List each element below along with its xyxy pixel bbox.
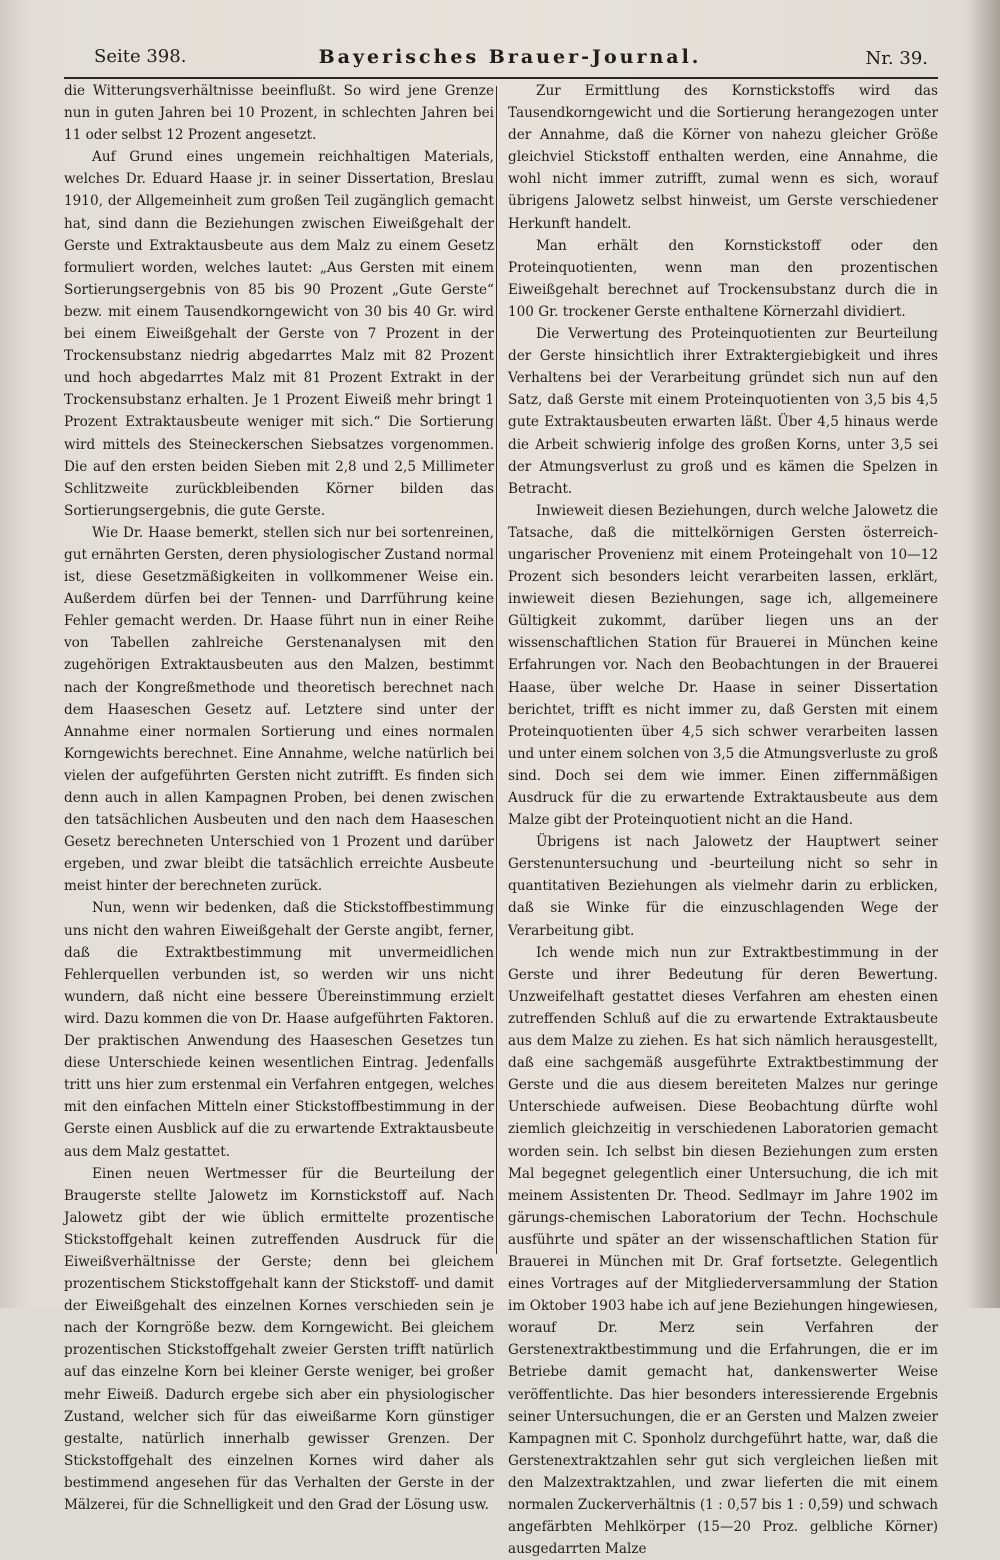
column-divider — [496, 86, 497, 1254]
journal-title: Bayerisches Brauer-Journal. — [318, 46, 702, 68]
paragraph: Inwieweit diesen Beziehungen, durch welche Jalowetz die Tatsache, daß die mittelkörnigen Gersten österreich-ungarischer Provenienz mit einem Proteingehalt von 10—12 Prozent sich besonders leicht verarbeiten lassen, erklärt, inwieweit diesen Beziehungen, sage ich, allgemeinere Gültigkeit zukommt, darüber liegen uns an der wissenschaftlichen Station für Brauerei in München keine Erfahrungen vor. Nach den Beobachtungen in der Brauerei Haase, über welche Dr. Haase in seiner Dissertation berichtet, trifft es nicht immer zu, daß Gersten mit einem Proteinquotienten über 4,5 sich schwer verarbeiten lassen und unter einem solchen von 3,5 die Atmungsverluste zu groß sind. Doch sei dem wie immer. Einen ziffernmäßigen Ausdruck für die zu erwartende Extraktausbeute aus dem Malze gibt der Proteinquotient nicht an die Hand. — [508, 502, 939, 829]
paragraph: Wie Dr. Haase bemerkt, stellen sich nur bei sortenreinen, gut ernährten Gersten, deren physiologischer Zustand normal ist, diese Gesetzmäßigkeiten in vollkommener Weise ein. Außerdem dürfen bei der Tennen- und Darrführung keine Fehler gemacht werden. Dr. Haase führt nun in einer Reihe von Tabellen zahlreiche Gerstenanalysen mit den zugehörigen Extraktausbeuten aus den Malzen, bestimmt nach der Kongreßmethode und theoretisch berechnet nach dem Haaseschen Gesetz auf. Letztere sind unter der Annahme einer normalen Sortierung und eines normalen Korngewichts berechnet. Eine Annahme, welche natürlich bei vielen der aufgeführten Gersten nicht zutrifft. Es finden sich denn auch in allen Kampagnen Proben, bei denen zwischen den tatsächlichen Ausbeuten und den nach dem Haaseschen Gesetz berechneten Unterschied von 1 Prozent und darüber ergeben, und zwar bleibt die tatsächlich erreichte Ausbeute meist hinter der berechneten zurück. — [64, 524, 494, 895]
left-column — [64, 80, 494, 1513]
paragraph: Übrigens ist nach Jalowetz der Hauptwert seiner Gerstenuntersuchung und -beurteilung nicht so sehr in quantitativen Beziehungen als vielmehr darin zu erblicken, daß sie Winke für die einzuschlagenden Wege der Verarbeitung gibt. — [508, 834, 938, 939]
page-header — [86, 46, 934, 74]
page-edge-shadow — [968, 0, 1000, 1308]
paragraph: Die Verwertung des Proteinquotienten zur Beurteilung der Gerste hinsichtlich ihrer Extraktergiebigkeit und ihres Verhaltens bei der Verarbeitung gründet sich nun auf den Satz, daß Gerste mit einem Proteinquotienten von 3,5 bis 4,5 gute Extraktausbeuten erwarten läßt. Über 4,5 hinaus werde die Arbeit schwierig infolge des großen Korns, unter 3,5 sei der Atmungsverlust zu groß und es kämen die Spelzen in Betracht. — [508, 326, 938, 497]
page-number: Seite 398. — [94, 46, 187, 67]
right-column — [508, 80, 939, 1558]
paragraph: Auf Grund eines ungemein reichhaltigen Materials, welches Dr. Eduard Haase jr. in seiner Dissertation, Breslau 1910, der Allgemeinheit zum großen Teil zugänglich gemacht hat, sind dann die Beziehungen zwischen Eiweißgehalt der Gerste und Extraktausbeute aus dem Malz zu einem Gesetz formuliert worden, welches lautet: „Aus Gersten mit einem Sortierungsergebnis von 85 bis 90 Prozent „Gute Gerste“ bezw. mit einem Tausendkorngewicht von 30 bis 40 Gr. wird bei einem Eiweißgehalt der Gerste von 7 Prozent in der Trockensubstanz niedrig abgedarrtes Malz mit 82 Prozent und hoch abgedarrtes Malz mit 81 Prozent Extrakt in der Trockensubstanz erhalten. Je 1 Prozent Eiweiß mehr bringt 1 Prozent Extraktausbeute weniger mit sich.“ Die Sortierung wird mittels des Steineckerschen Siebsatzes vorgenommen. Die auf den ersten beiden Sieben mit 2,8 und 2,5 Millimeter Schlitzweite zurückbleibenden Körner bilden das Sortierungsergebnis, die gute Gerste. — [64, 149, 494, 519]
paragraph: die Witterungsverhältnisse beeinflußt. So wird jene Grenze nun in guten Jahren bei 10 Prozent, in schlechten Jahren bei 11 oder selbst 12 Prozent angesetzt. — [64, 83, 494, 144]
header-rule — [64, 77, 938, 79]
paragraph: Man erhält den Kornstickstoff oder den Proteinquotienten, wenn man den prozentischen Eiweißgehalt berechnet auf Trockensubstanz durch die in 100 Gr. trockener Gerste enthaltene Körnerzahl dividiert. — [508, 237, 938, 320]
paragraph: Einen neuen Wertmesser für die Beurteilung der Braugerste stellte Jalowetz im Kornstickstoff auf. Nach Jalowetz gibt der wie üblich ermittelte prozentische Stickstoffgehalt keinen zutreffenden Ausdruck für die Eiweißverhältnisse der Gerste; denn bei gleichem prozentischem Stickstoffgehalt kann der Stickstoff- und damit der Eiweißgehalt des einzelnen Kornes verschieden sein je nach der Korngröße bezw. dem Korngewicht. Bei gleichem prozentischen Stickstoffgehalt zweier Gersten trifft natürlich auf das einzelne Korn bei kleiner Gerste weniger, bei großer mehr Eiweiß. Dadurch ergebe sich aber ein physiologischer Zustand, welcher sich für das eiweißarme Korn günstiger gestalte, natürlich innerhalb gewisser Grenzen. Der Stickstoffgehalt des einzelnen Kornes wird daher als bestimmend angesehen für das Verhalten der Gerste in der Mälzerei, für die Schnelligkeit und den Grad der Lösung usw. — [64, 1165, 494, 1513]
paragraph: Zur Ermittlung des Kornstickstoffs wird das Tausendkorngewicht und die Sortierung herangezogen unter der Annahme, daß die Körner von nahezu gleicher Größe gleichviel Stickstoff enthalten werden, eine Annahme, die wohl nicht immer zutrifft, zumal wenn es sich, worauf übrigens Jalowetz selbst hinweist, um Gerste verschiedener Herkunft handelt. — [508, 83, 938, 232]
issue-number: Nr. 39. — [865, 48, 928, 69]
paragraph: Nun, wenn wir bedenken, daß die Stickstoffbestimmung uns nicht den wahren Eiweißgehalt der Gerste angibt, ferner, daß die Extraktbestimmung mit unvermeidlichen Fehlerquellen verbunden ist, so werden wir uns nicht wundern, daß nicht eine bessere Übereinstimmung erzielt wird. Dazu kommen die von Dr. Haase aufgeführten Faktoren. Der praktischen Anwendung des Haaseschen Gesetzes tun diese Unterschiede keinen wesentlichen Eintrag. Jedenfalls tritt uns hier zum erstenmal ein Verfahren entgegen, welches mit den einfachen Mitteln einer Stickstoffbestimmung in der Gerste einen Ausblick auf die zu erwartende Extraktausbeute aus dem Malz gestattet. — [64, 900, 494, 1160]
paragraph: Ich wende mich nun zur Extraktbestimmung in der Gerste und ihrer Bedeutung für deren Bewertung. Unzweifelhaft gestattet dieses Verfahren am ehesten einen zutreffenden Schluß auf die zu erwartende Extraktausbeute aus dem Malze zu ziehen. Es hat sich nämlich herausgestellt, daß eine sachgemäß ausgeführte Extraktbestimmung der Gerste und die aus diesem bereiteten Malzes nur geringe Unterschiede aufweisen. Diese Beobachtung dürfte wohl ziemlich gleichzeitig in verschiedenen Laboratorien gemacht worden sein. Ich selbst bin diesen Beziehungen zum ersten Mal begegnet gelegentlich einer Untersuchung, die ich mit meinem Assistenten Dr. Theod. Sedlmayr im Jahre 1902 im gärungs-chemischen Laboratorium der Techn. Hochschule ausführte und später an der wissenschaftlichen Station für Brauerei in München mit Dr. Graf fortsetzte. Gelegentlich eines Vortrages auf der Mitgliederversammlung der Station im Oktober 1903 habe ich auf jene Beziehungen hingewiesen, worauf Dr. Merz sein Verfahren der Gerstenextraktbestimmung und die Erfahrungen, die er im Betriebe damit gemacht hat, dankenswerter Weise veröffentlichte. Das hier besonders interessierende Ergebnis seiner Untersuchungen, die er an Gersten und Malzen zweier Kampagnen mit C. Sponholz durchgeführt hatte, war, daß die Gerstenextraktzahlen sehr gut sich vergleichen ließen mit den Malzextraktzahlen, und zwar lieferten die mit einem normalen Zuckerverhältnis (1 : 0,57 bis 1 : 0,59) und schwach angefärbten Mehlkörper (15—20 Proz. gelbliche Körner) ausgedarrten Malze — [508, 944, 938, 1558]
